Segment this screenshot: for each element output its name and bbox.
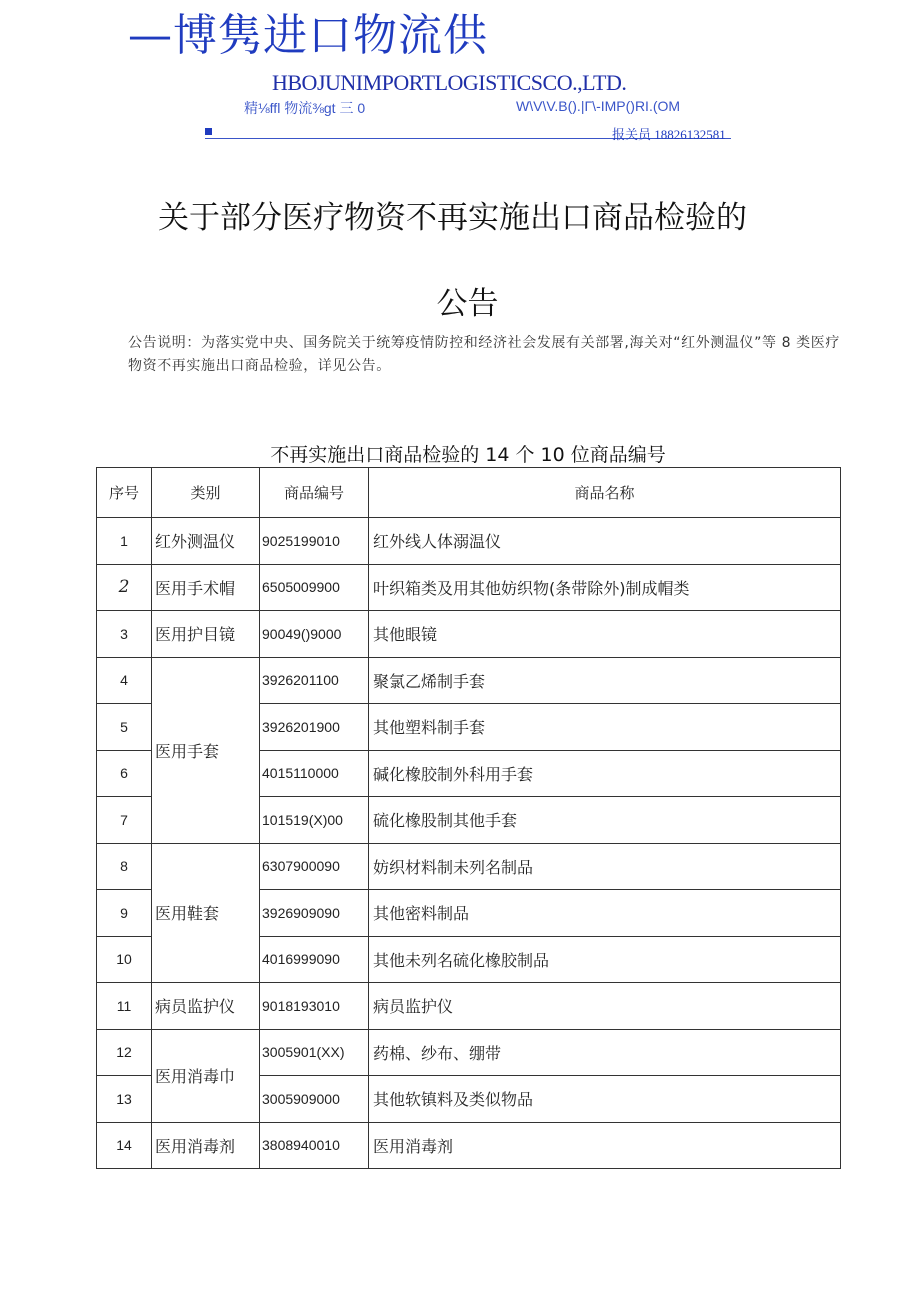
table-header-row [97,468,841,518]
row-no: 4 [97,657,152,704]
row-no: 11 [97,983,152,1030]
row-code: 6505009900 [260,564,369,611]
row-category: 医用鞋套 [152,843,260,983]
row-code: 3926201900 [260,704,369,751]
row-code: 3005909000 [260,1076,369,1123]
table-row [97,518,841,565]
row-code: 3005901(XX) [260,1029,369,1076]
table-row [97,564,841,611]
row-no: 10 [97,936,152,983]
row-category: 红外测温仪 [152,518,260,565]
table-row [97,1122,841,1169]
table-row [97,843,841,890]
row-category: 医用消毒巾 [152,1029,260,1122]
document-description: 公告说明：为落实党中央、国务院关于统筹疫情防控和经济社会发展有关部署,海关对“红外测温仪”等 8 类医疗物资不再实施出口商品检验，详见公告。 [128,335,840,374]
table-row [97,983,841,1030]
row-code: 3926201100 [260,657,369,704]
row-no: 5 [97,704,152,751]
row-code: 90049()9000 [260,611,369,658]
goods-table [96,467,841,1169]
row-category: 医用护目镜 [152,611,260,658]
letterhead-contact: 报关员 18826132581 [612,127,726,142]
row-no: 12 [97,1029,152,1076]
row-code: 6307900090 [260,843,369,890]
row-name: 其他未列名硫化橡胶制品 [369,936,841,983]
row-name: 红外线人体溺温仪 [369,518,841,565]
row-no: 6 [97,750,152,797]
row-name: 其他软镇料及类似物品 [369,1076,841,1123]
row-name: 碱化橡胶制外科用手套 [369,750,841,797]
header-name: 商品名称 [369,468,841,518]
row-name: 医用消毒剂 [369,1122,841,1169]
header-category: 类别 [152,468,260,518]
row-code: 3808940010 [260,1122,369,1169]
row-name: 其他眼镜 [369,611,841,658]
row-no: 2 [97,564,152,611]
row-code: 3926909090 [260,890,369,937]
header-code: 商品编号 [260,468,369,518]
row-name: 药棉、纱布、绷带 [369,1029,841,1076]
table-caption: 不再实施出口商品检验的 14 个 10 位商品编号 [270,444,666,466]
row-code: 9025199010 [260,518,369,565]
row-no: 7 [97,797,152,844]
row-category: 病员监护仪 [152,983,260,1030]
row-category: 医用消毒剂 [152,1122,260,1169]
row-name: 硫化橡股制其他手套 [369,797,841,844]
row-no: 1 [97,518,152,565]
document-title-line-2: 公告 [436,286,499,322]
table-row [97,1029,841,1076]
row-name: 其他塑料制手套 [369,704,841,751]
row-no: 14 [97,1122,152,1169]
header-no: 序号 [97,468,152,518]
row-code: 9018193010 [260,983,369,1030]
row-no: 13 [97,1076,152,1123]
row-name: 其他密料制品 [369,890,841,937]
row-code: 4016999090 [260,936,369,983]
letterhead-subtitle-left: 精⅛ffl 物流⅜gt 三 0 [244,100,366,116]
letterhead-bullet-icon [205,128,212,135]
row-name: 叶织箱类及用其他妨织物(条带除外)制成帽类 [369,564,841,611]
company-english-name: HBOJUNIMPORTLOGISTICSCO.,LTD. [272,70,627,95]
row-no: 8 [97,843,152,890]
row-name: 妨织材料制未列名制品 [369,843,841,890]
brand-name: —博隽进口物流供 [128,10,488,61]
table-row [97,657,841,704]
table-row [97,611,841,658]
row-name: 病员监护仪 [369,983,841,1030]
row-code: 101519(X)00 [260,797,369,844]
row-category: 医用手术帽 [152,564,260,611]
row-code: 4015110000 [260,750,369,797]
row-category: 医用手套 [152,657,260,843]
row-no: 3 [97,611,152,658]
letterhead-website: W\V\V.B().|Γ\-IMP()RI.(OM [516,98,681,114]
row-no: 9 [97,890,152,937]
row-name: 聚氯乙烯制手套 [369,657,841,704]
document-title-line-1: 关于部分医疗物资不再实施出口商品检验的 [158,200,747,236]
